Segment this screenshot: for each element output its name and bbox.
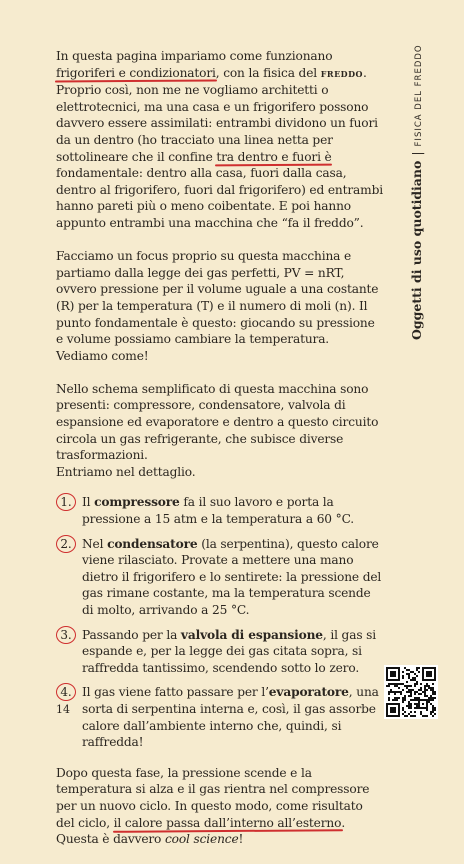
- paragraph-conclusion: Dopo questa fase, la pressione scende e la temperatura si alza e il gas rientra nel compressore per un nuovo ciclo. In questo modo, come risultato del ciclo, il calore passa dall’interno all’esterno. Questa è davvero cool science!: [56, 765, 370, 847]
- main-text: [56, 48, 384, 864]
- page-number: 14: [56, 703, 70, 716]
- paragraph-schema: Nello schema semplificato di questa macchina sono presenti: compressore, condensatore, valvola di espansione ed evaporatore e dentro a questo circuito circola un gas refrigerante, che subisce diverse trasformazioni. Entriamo nel dettaglio.: [56, 381, 379, 479]
- step-number-circle: 2.: [56, 535, 76, 553]
- steps-list: [56, 494, 384, 750]
- qr-code[interactable]: [384, 665, 438, 719]
- paragraph-gas-law: Facciamo un focus proprio su questa macchina e partiamo dalla legge dei gas perfetti, PV = nRT, ovvero pressione per il volume uguale a una costante (R) per la temperatura (T) e il numero di moli (n). Il punto fondamentale è questo: giocando su pressione e volume possiamo cambiare la temperatura. Vediamo come!: [56, 249, 379, 363]
- highlight-fridges: frigoriferi e condizionatori: [56, 65, 216, 80]
- list-item: 4. Il gas viene fatto passare per l’evaporatore, una sorta di serpentina interna e, così, il gas assorbe calore dall’ambiente interno che, quindi, si raffredda!: [56, 684, 384, 750]
- highlight-boundary: tra dentro e fuori è: [216, 149, 332, 164]
- side-running-header: [408, 44, 426, 340]
- list-item: 2. Nel condensatore (la serpentina), questo calore viene rilasciato. Provate a mettere una mano dietro il frigorifero e lo sentirete: la pressione del gas rimane costante, ma la temperatura scende di molto, arrivando a 25 °C.: [56, 536, 384, 619]
- list-item: 1. Il compressore fa il suo lavoro e porta la pressione a 15 atm e la temperatura a 60 °C.: [56, 494, 384, 527]
- section-title: FISICA DEL FREDDO: [414, 44, 424, 147]
- list-item: 3. Passando per la valvola di espansione, il gas si espande e, per la legge dei gas citata sopra, si raffredda tantissimo, scendendo sotto lo zero.: [56, 627, 384, 677]
- step-number-circle: 4.: [56, 683, 76, 701]
- step-number-circle: 1.: [56, 493, 76, 511]
- chapter-title: Oggetti di uso quotidiano: [409, 160, 424, 340]
- separator: |: [409, 151, 424, 156]
- highlight-heat-flow: il calore passa dall’interno all’esterno: [113, 815, 342, 830]
- small-caps-freddo: freddo: [320, 66, 364, 80]
- step-number-circle: 3.: [56, 626, 76, 644]
- paragraph-intro: In questa pagina impariamo come funzionano frigoriferi e condizionatori, con la fisica del freddo. Proprio così, non me ne vogliamo architetti o elettrotecnici, ma una casa e un frigorifero possono davvero essere assimilati: entrambi dividono un fuori da un dentro (ho tracciato una linea netta per sottolineare che il confine tra dentro e fuori è fondamentale: dentro alla casa, fuori dalla casa, dentro al frigorifero, fuori dal frigorifero) ed entrambi hanno pareti più o meno coibentate. E poi hanno appunto entrambi una macchina che “fa il freddo”.: [56, 49, 383, 230]
